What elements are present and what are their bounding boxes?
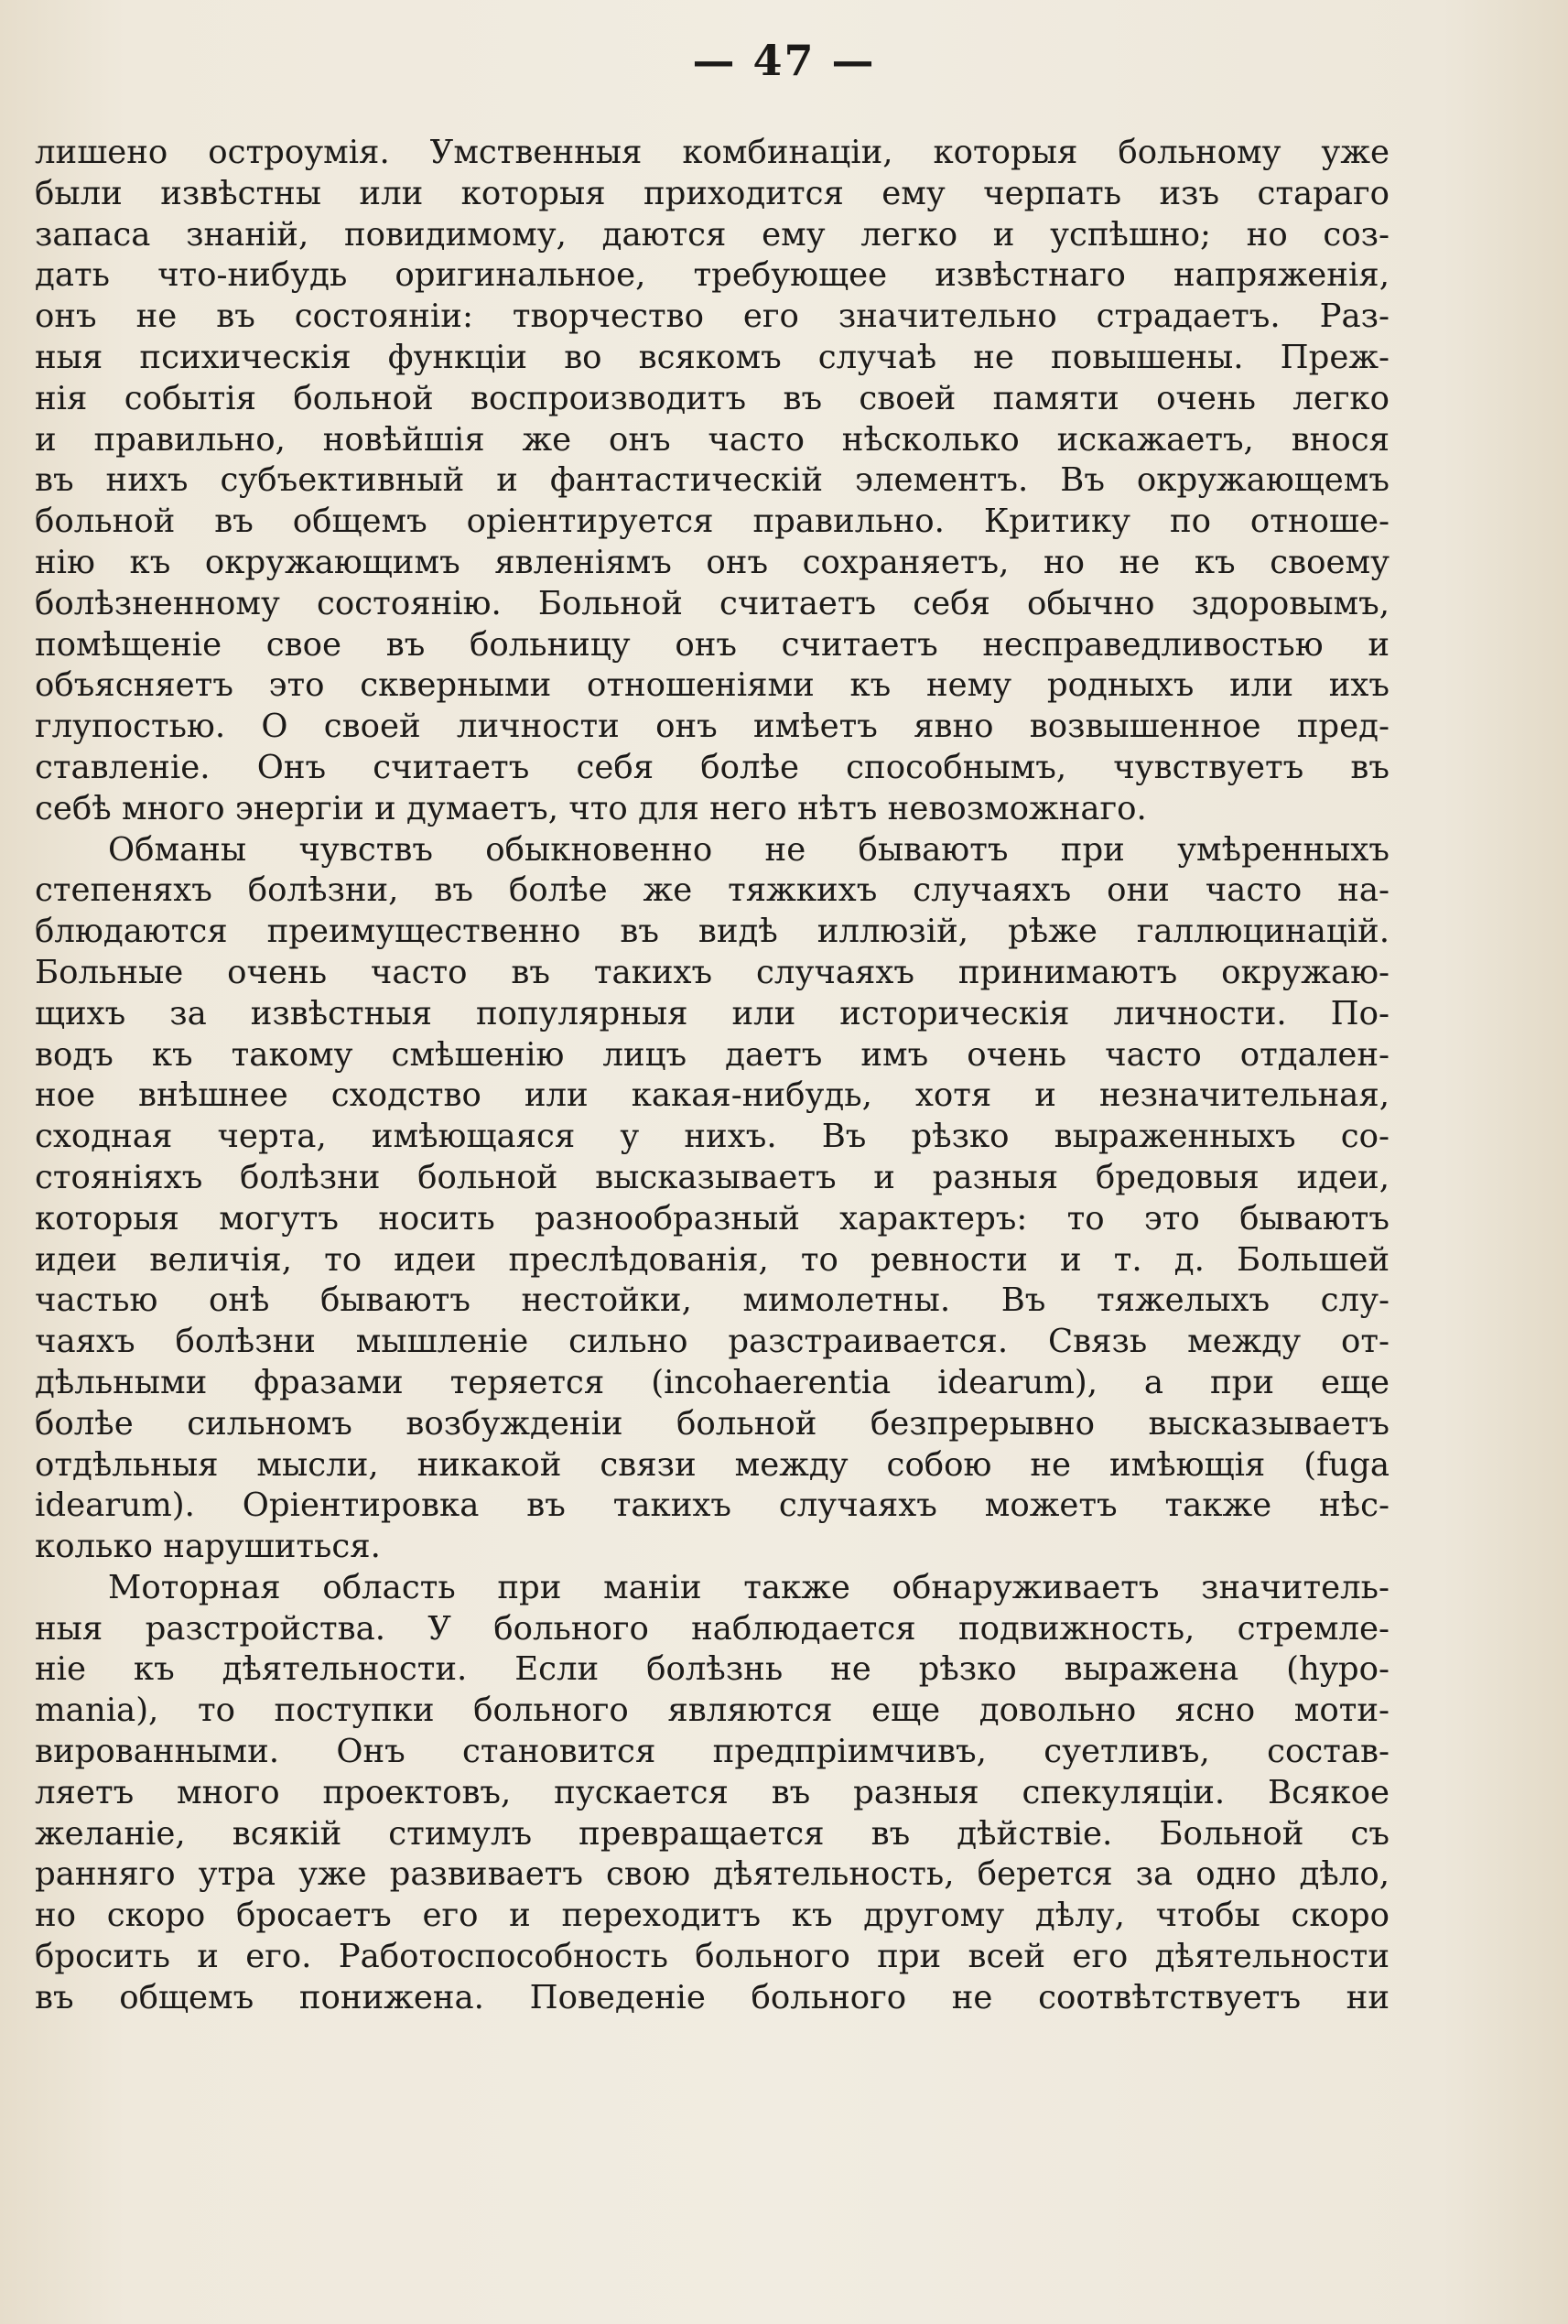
text-line: idearum). Оріентировка въ такихъ случаяхъ можетъ также нѣс- <box>35 1486 1390 1525</box>
text-line: которыя могутъ носить разнообразный характеръ: то это бываютъ <box>35 1199 1390 1238</box>
text-line: ніе къ дѣятельности. Если болѣзнь не рѣзко выражена (hypo- <box>35 1650 1390 1689</box>
text-line: были извѣстны или которыя приходится ему черпать изъ стараго <box>35 174 1390 212</box>
paragraph <box>35 1568 1390 2019</box>
text-line: Моторная область при маніи также обнаруживаетъ значитель- <box>108 1568 1390 1606</box>
text-line: сходная черта, имѣющаяся у нихъ. Въ рѣзко выраженныхъ со- <box>35 1118 1390 1156</box>
text-line: идеи величія, то идеи преслѣдованія, то ревности и т. д. Большей <box>35 1240 1390 1279</box>
text-line: нію къ окружающимъ явленіямъ онъ сохраняетъ, но не къ своему <box>35 543 1390 581</box>
text-line: ранняго утра уже развиваетъ свою дѣятельность, берется за одно дѣло, <box>35 1855 1390 1894</box>
text-line: вированными. Онъ становится предпріимчивъ, суетливъ, состав- <box>35 1733 1390 1771</box>
text-line: блюдаются преимущественно въ видѣ иллюзій, рѣже галлюцинацій. <box>35 913 1390 951</box>
text-line: Обманы чувствъ обыкновенно не бываютъ при умѣренныхъ <box>108 830 1390 869</box>
text-line: mania), то поступки больного являются еще довольно ясно моти- <box>35 1692 1390 1730</box>
page-number: — 47 — <box>692 36 876 85</box>
text-line: Больные очень часто въ такихъ случаяхъ принимаютъ окружаю- <box>35 953 1390 991</box>
text-line: болѣзненному состоянію. Больной считаетъ себя обычно здоровымъ, <box>35 584 1390 622</box>
text-line: ляетъ много проектовъ, пускается въ разныя спекуляціи. Всякое <box>35 1773 1390 1811</box>
text-line: но скоро бросаетъ его и переходитъ къ другому дѣлу, чтобы скоро <box>35 1897 1390 1935</box>
text-line: колько нарушиться. <box>35 1528 381 1566</box>
text-line: стояніяхъ болѣзни больной высказываетъ и разныя бредовыя идеи, <box>35 1158 1390 1196</box>
text-line: и правильно, новѣйшія же онъ часто нѣсколько искажаетъ, внося <box>35 420 1390 459</box>
text-line: болѣе сильномъ возбужденіи больной безпрерывно высказываетъ <box>35 1404 1390 1443</box>
text-line: степеняхъ болѣзни, въ болѣе же тяжкихъ случаяхъ они часто на- <box>35 871 1390 910</box>
text-line: водъ къ такому смѣшенію лицъ даетъ имъ очень часто отдален- <box>35 1035 1390 1074</box>
text-line: лишено остроумія. Умственныя комбинаціи, которыя больному уже <box>35 134 1390 171</box>
text-line: глупостью. О своей личности онъ имѣетъ явно возвышенное пред- <box>35 708 1390 746</box>
text-line: частью онѣ бываютъ нестойки, мимолетны. Въ тяжелыхъ слу- <box>35 1281 1390 1320</box>
text-line: бросить и его. Работоспособность больного при всей его дѣятельности <box>35 1938 1390 1976</box>
text-line: въ общемъ понижена. Поведеніе больного не соотвѣтствуетъ ни <box>35 1978 1390 2016</box>
text-line: отдѣльныя мысли, никакой связи между собою не имѣющія (fuga <box>35 1445 1390 1484</box>
text-line: дѣльными фразами теряется (incohaerentia idearum), а при еще <box>35 1363 1390 1401</box>
text-line: ное внѣшнее сходство или какая-нибудь, хотя и незначительная, <box>35 1076 1390 1115</box>
text-line: онъ не въ состояніи: творчество его значительно страдаетъ. Раз- <box>35 297 1390 336</box>
text-line: щихъ за извѣстныя популярныя или историческія личности. По- <box>35 994 1390 1032</box>
text-line: дать что-нибудь оригинальное, требующее извѣстнаго напряженія, <box>35 256 1390 295</box>
text-line: чаяхъ болѣзни мышленіе сильно разстраивается. Связь между от- <box>35 1323 1390 1361</box>
text-line: себѣ много энергіи и думаетъ, что для него нѣтъ невозможнаго. <box>35 789 1147 827</box>
paragraph <box>35 133 1390 830</box>
text-line: въ нихъ субъективный и фантастическій элементъ. Въ окружающемъ <box>35 461 1390 500</box>
body-text <box>35 133 1390 2019</box>
text-line: помѣщеніе свое въ больницу онъ считаетъ несправедливостью и <box>35 625 1390 664</box>
text-line: ставленіе. Онъ считаетъ себя болѣе способнымъ, чувствуетъ въ <box>35 748 1390 786</box>
text-line: ныя разстройства. У больного наблюдается подвижность, стремле- <box>35 1609 1390 1648</box>
text-line: больной въ общемъ оріентируется правильно. Критику по отноше- <box>35 503 1390 541</box>
paragraph <box>35 830 1390 1568</box>
text-line: объясняетъ это скверными отношеніями къ нему родныхъ или ихъ <box>35 666 1390 705</box>
text-line: ныя психическія функціи во всякомъ случаѣ не повышены. Преж- <box>35 338 1390 376</box>
text-line: нія событія больной воспроизводитъ въ своей памяти очень легко <box>35 379 1390 417</box>
text-line: желаніе, всякій стимулъ превращается въ дѣйствіе. Больной съ <box>35 1814 1390 1853</box>
text-line: запаса знаній, повидимому, даются ему легко и успѣшно; но соз- <box>35 215 1390 254</box>
